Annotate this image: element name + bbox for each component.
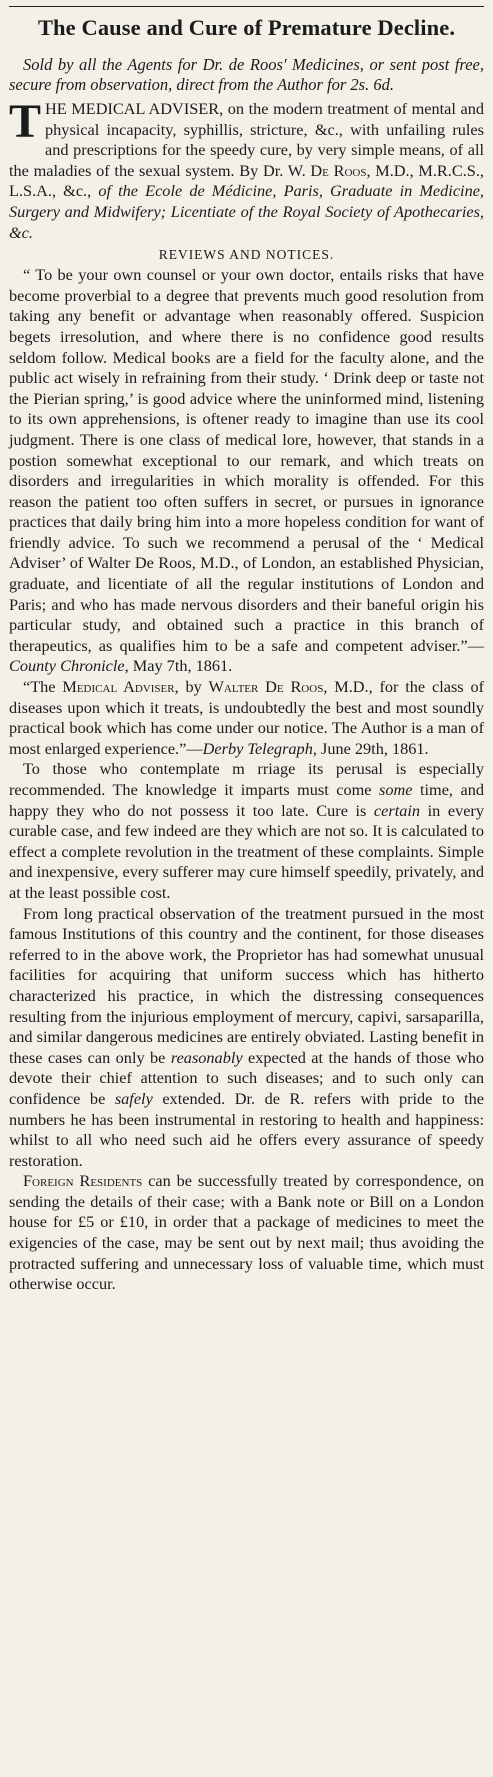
reviews-heading: REVIEWS AND NOTICES. (158, 247, 335, 263)
review-2 (9, 677, 484, 759)
review-1-date: , May 7th, 1861. (124, 656, 233, 676)
marriage-paragraph (9, 759, 484, 903)
foreign-residents-paragraph (9, 1171, 484, 1295)
para-3-some: some (379, 780, 413, 799)
drop-cap: T (9, 95, 42, 148)
intro-text-1: HE MEDICAL ADVISER, on the modern treatment of mental and physical incapacity, syphillis, stricture, &c., with unfailing rules and prescriptions for the speedy cure, by very simple means, of all the maladies of the sexual system. By Dr. W. (9, 99, 484, 180)
para-4-c: extended. Dr. de R. refers with pride to the numbers he has been instrumental in restoring to health and happiness: whilst to all who need such aid he offers every assurance of speedy restoration. (9, 1088, 485, 1170)
para-4-safely: safely (114, 1088, 153, 1108)
para-5-label: Foreign Residents (23, 1171, 143, 1191)
para-4-a: From long practical observation of the treatment pursued in the most famous Institutions of this country and the continent, for those diseases referred to in the above work, the Proprietor has had somewhat unusual facilities for acquiring that uniform success which has hitherto characterized his practice, in which the distressing consequences resulting from the injurious employment of mercury, capivi, sarsaparilla, and similar dangerous medicines are entirely obviated. Lasting benefit in these cases can only be (9, 903, 484, 1067)
para-3-a: To those who contemplate m rriage its perusal is especially recommended. The knowledge it imparts must come (9, 759, 484, 799)
review-2-author: Walter De Roos (208, 677, 324, 697)
article-subtitle: Sold by all the Agents for Dr. de Roos' Medicines, or sent post free, secure from observation, direct from the Author for 2s. 6d. (9, 55, 484, 94)
para-3-b: time, and happy they who do not possess it too late. Cure is (9, 780, 485, 820)
review-1-text: “ To be your own counsel or your own doctor, entails risks that have become proverbial to a degree that prevents much good resolution from taking any benefit or advantage when reasonably offered. Suspicion begets irresolution, and where there is no confidence good results seldom follow. Medical books are a field for the faculty alone, and the public act wisely in refraining from their study. ‘ Drink deep or taste not the Pierian spring,’ is good advice where the uninformed mind, listening to its own apprehensions, is oftener ready to imagine than use its cool judgment. There is one class of medical lore, however, that stands in a postion somewhat exceptional to our remark, and which treats on disorders and irregularities in which morality is offended. For this reason the patient too often suffers in secret, or pursues in ignorance practices that daily bring him into a more hopeless condition for want of friendly advice. To such we recommend a perusal of the ‘ Medical Adviser’ of Walter De Roos, M.D., of London, an established Physician, graduate, and licentiate of all the regular institutions of London and Paris; and who has made nervous disorders and their baneful origin his particular study, and obtained such a practice in this branch of therapeutics, as qualifies him to be a safe and competent adviser.”— (9, 265, 484, 655)
review-2-open: “The (23, 677, 63, 697)
review-2-text: , M.D., for the class of diseases upon which it treats, is undoubtedly the best and most soundly practical book which has come under our notice. The Author is a man of most enlarged experience.”— (9, 677, 485, 758)
review-1 (9, 265, 484, 677)
intro-paragraph (9, 95, 485, 243)
para-3-c: in every curable case, and few indeed are they which are not so. It is calculated to effect a complete revolution in the treatment of these complaints. Simple and inexpensive, every sufferer may cure himself speedily, privately, and at the least possible cost. (9, 800, 484, 902)
review-1-source: County Chronicle (9, 656, 125, 676)
review-2-date: , June 29th, 1861. (312, 738, 429, 758)
para-4-b: expected at the hands of those who devote their chief attention to such diseases; and to such only can confidence be (9, 1047, 485, 1108)
intro-credentials: of the Ecole de Médicine, Paris, Graduate in Medicine, Surgery and Midwifery; Licentiate of the Royal Society of Apothecaries, &c. (9, 181, 485, 242)
para-4-reasonably: reasonably (170, 1047, 243, 1067)
intro-author-name: De Roos (310, 160, 367, 180)
intro-text-2: , M.D., M.R.C.S., L.S.A., &c., (9, 160, 484, 201)
treatment-paragraph (9, 904, 484, 1172)
article-title: The Cause and Cure of Premature Decline. (37, 15, 456, 40)
review-2-by: , by (174, 677, 209, 697)
review-2-source: Derby Telegraph (202, 738, 313, 758)
top-rule (9, 6, 484, 7)
review-2-title: Medical Adviser (62, 677, 175, 697)
para-5-text: can be successfully treated by correspondence, on sending the details of their case; with a Bank note or Bill on a London house for £5 or £10, in order that a package of medicines to meet the exigencies of the case, may be sent out by next mail; thus avoiding the protracted suffering and unnecessary loss of valuable time, which must otherwise occur. (9, 1171, 484, 1294)
para-3-certain: certain (373, 800, 421, 820)
